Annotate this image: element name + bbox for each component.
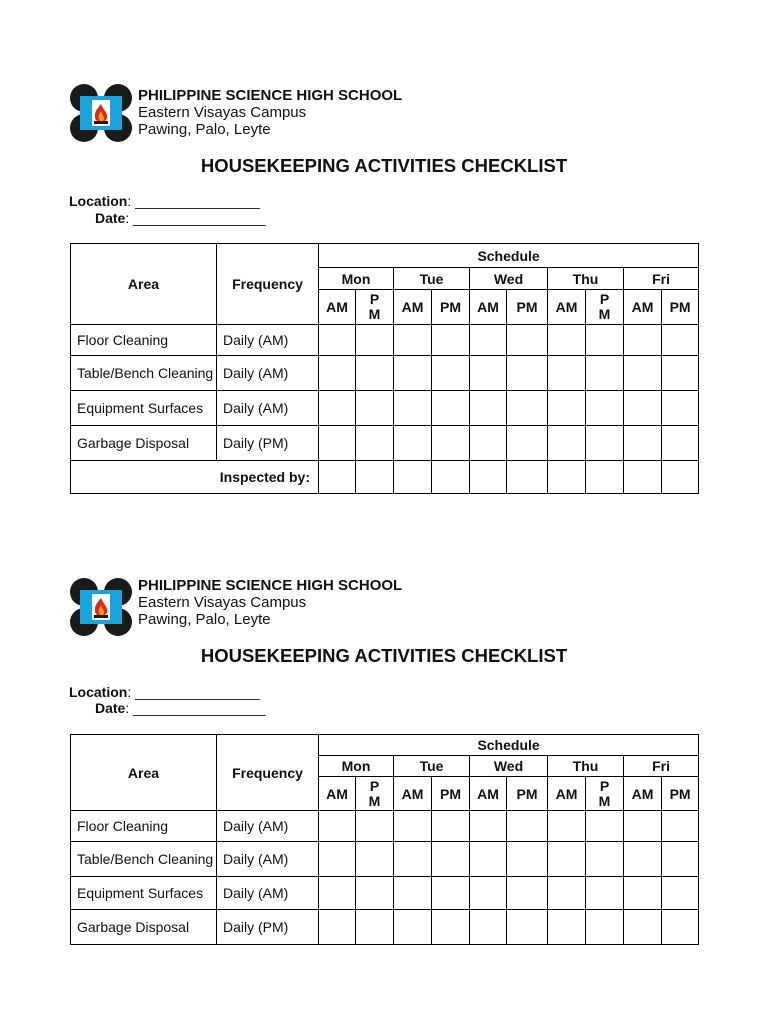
wed-pm-header: PM [507, 290, 548, 325]
check-cell[interactable] [507, 910, 548, 945]
check-cell[interactable] [470, 877, 507, 910]
check-cell[interactable] [432, 426, 470, 461]
table-row [71, 877, 699, 910]
pshs-logo [70, 578, 132, 636]
check-cell[interactable] [507, 461, 548, 494]
check-cell[interactable] [624, 811, 662, 842]
check-cell[interactable] [624, 842, 662, 877]
area-header: Area [71, 735, 217, 811]
check-cell[interactable] [586, 325, 624, 356]
check-cell[interactable] [662, 877, 699, 910]
day-header-tue: Tue [394, 268, 470, 290]
campus-name: Eastern Visayas Campus [138, 594, 307, 611]
school-info [138, 87, 402, 138]
check-cell[interactable] [432, 910, 470, 945]
check-cell[interactable] [470, 461, 507, 494]
campus-address: Pawing, Palo, Leyte [138, 611, 271, 628]
table-row [71, 910, 699, 945]
check-cell[interactable] [662, 325, 699, 356]
mon-am-header: AM [319, 290, 356, 325]
schedule-header: Schedule [319, 735, 699, 756]
wed-am-header: AM [470, 290, 507, 325]
check-cell[interactable] [394, 877, 432, 910]
check-cell[interactable] [394, 461, 432, 494]
check-cell[interactable] [624, 877, 662, 910]
thu-am-header: AM [548, 290, 586, 325]
date-label: Date [95, 210, 126, 226]
frequency-cell: Daily (PM) [217, 910, 319, 945]
location-blank: : ________________ [127, 193, 260, 209]
check-cell[interactable] [319, 426, 356, 461]
area-cell: Floor Cleaning [71, 325, 217, 356]
area-cell: Equipment Surfaces [71, 877, 217, 910]
check-cell[interactable] [662, 356, 699, 391]
check-cell[interactable] [319, 356, 356, 391]
check-cell[interactable] [470, 391, 507, 426]
frequency-cell: Daily (AM) [217, 877, 319, 910]
check-cell[interactable] [356, 356, 394, 391]
check-cell[interactable] [394, 426, 432, 461]
mon-pm-header: P M [356, 290, 394, 325]
day-header-mon: Mon [319, 756, 394, 777]
area-cell: Garbage Disposal [71, 426, 217, 461]
table-row [71, 426, 699, 461]
check-cell[interactable] [356, 426, 394, 461]
check-cell[interactable] [356, 811, 394, 842]
check-cell[interactable] [586, 877, 624, 910]
pshs-logo [70, 84, 132, 142]
check-cell[interactable] [586, 426, 624, 461]
frequency-cell: Daily (AM) [217, 391, 319, 426]
campus-name: Eastern Visayas Campus [138, 104, 307, 121]
check-cell[interactable] [394, 356, 432, 391]
check-cell[interactable] [548, 461, 586, 494]
check-cell[interactable] [586, 391, 624, 426]
frequency-cell: Daily (AM) [217, 811, 319, 842]
check-cell[interactable] [586, 356, 624, 391]
check-cell[interactable] [432, 356, 470, 391]
date-blank: : _________________ [125, 210, 266, 226]
check-cell[interactable] [394, 842, 432, 877]
tue-pm-header: PM [432, 290, 470, 325]
date-field [95, 700, 266, 716]
check-cell[interactable] [507, 325, 548, 356]
check-cell[interactable] [394, 391, 432, 426]
check-cell[interactable] [507, 811, 548, 842]
school-name: PHILIPPINE SCIENCE HIGH SCHOOL [138, 87, 403, 104]
table-row [71, 356, 699, 391]
area-cell: Floor Cleaning [71, 811, 217, 842]
fri-am-header: AM [624, 777, 662, 811]
check-cell[interactable] [662, 842, 699, 877]
check-cell[interactable] [662, 811, 699, 842]
check-cell[interactable] [507, 356, 548, 391]
area-header: Area [71, 244, 217, 325]
area-cell: Equipment Surfaces [71, 391, 217, 426]
check-cell[interactable] [319, 877, 356, 910]
area-cell: Table/Bench Cleaning [71, 842, 217, 877]
check-cell[interactable] [356, 325, 394, 356]
checklist-table [70, 243, 699, 494]
table-row [71, 391, 699, 426]
check-cell[interactable] [432, 391, 470, 426]
check-cell[interactable] [319, 842, 356, 877]
check-cell[interactable] [470, 356, 507, 391]
fri-pm-header: PM [662, 290, 699, 325]
check-cell[interactable] [662, 391, 699, 426]
tue-am-header: AM [394, 777, 432, 811]
check-cell[interactable] [319, 910, 356, 945]
wed-pm-header: PM [507, 777, 548, 811]
location-blank: : ________________ [127, 684, 260, 700]
check-cell[interactable] [319, 391, 356, 426]
thu-am-header: AM [548, 777, 586, 811]
table-row [71, 325, 699, 356]
check-cell[interactable] [548, 877, 586, 910]
fri-pm-header: PM [662, 777, 699, 811]
wed-am-header: AM [470, 777, 507, 811]
check-cell[interactable] [356, 877, 394, 910]
check-cell[interactable] [586, 842, 624, 877]
thu-pm-header: P M [586, 777, 624, 811]
check-cell[interactable] [432, 842, 470, 877]
check-cell[interactable] [586, 811, 624, 842]
check-cell[interactable] [548, 391, 586, 426]
check-cell[interactable] [432, 811, 470, 842]
school-info [138, 577, 402, 628]
check-cell[interactable] [432, 461, 470, 494]
day-header-fri: Fri [624, 756, 699, 777]
checklist-table [70, 734, 699, 945]
check-cell[interactable] [319, 811, 356, 842]
check-cell[interactable] [586, 461, 624, 494]
check-cell[interactable] [319, 461, 356, 494]
checklist-form-1 [0, 0, 768, 500]
area-cell: Table/Bench Cleaning [71, 356, 217, 391]
check-cell[interactable] [624, 391, 662, 426]
check-cell[interactable] [507, 426, 548, 461]
location-field [69, 193, 260, 209]
day-header-wed: Wed [470, 756, 548, 777]
check-cell[interactable] [624, 461, 662, 494]
date-blank: : _________________ [125, 700, 266, 716]
check-cell[interactable] [470, 910, 507, 945]
check-cell[interactable] [548, 356, 586, 391]
check-cell[interactable] [394, 811, 432, 842]
inspected-by-row [71, 461, 699, 494]
frequency-cell: Daily (AM) [217, 325, 319, 356]
check-cell[interactable] [356, 910, 394, 945]
check-cell[interactable] [624, 356, 662, 391]
table-row [71, 811, 699, 842]
check-cell[interactable] [586, 910, 624, 945]
frequency-cell: Daily (AM) [217, 842, 319, 877]
frequency-cell: Daily (AM) [217, 356, 319, 391]
location-label: Location [69, 193, 128, 209]
check-cell[interactable] [507, 877, 548, 910]
school-name: PHILIPPINE SCIENCE HIGH SCHOOL [138, 577, 403, 594]
check-cell[interactable] [470, 842, 507, 877]
day-header-fri: Fri [624, 268, 699, 290]
campus-address: Pawing, Palo, Leyte [138, 121, 271, 138]
date-label: Date [95, 700, 126, 716]
table-row [71, 842, 699, 877]
check-cell[interactable] [470, 426, 507, 461]
area-cell: Garbage Disposal [71, 910, 217, 945]
inspected-by-label: Inspected by: [71, 461, 319, 494]
day-header-thu: Thu [548, 756, 624, 777]
day-header-thu: Thu [548, 268, 624, 290]
check-cell[interactable] [548, 426, 586, 461]
date-field [95, 210, 266, 226]
location-field [69, 684, 260, 700]
mon-am-header: AM [319, 777, 356, 811]
check-cell[interactable] [507, 842, 548, 877]
check-cell[interactable] [624, 325, 662, 356]
check-cell[interactable] [662, 910, 699, 945]
form-title: HOUSEKEEPING ACTIVITIES CHECKLIST [200, 155, 568, 176]
check-cell[interactable] [624, 426, 662, 461]
day-header-wed: Wed [470, 268, 548, 290]
check-cell[interactable] [394, 910, 432, 945]
frequency-header: Frequency [217, 735, 319, 811]
fri-am-header: AM [624, 290, 662, 325]
check-cell[interactable] [394, 325, 432, 356]
check-cell[interactable] [432, 877, 470, 910]
thu-pm-header: P M [586, 290, 624, 325]
check-cell[interactable] [548, 811, 586, 842]
check-cell[interactable] [624, 910, 662, 945]
check-cell[interactable] [548, 325, 586, 356]
frequency-cell: Daily (PM) [217, 426, 319, 461]
tue-pm-header: PM [432, 777, 470, 811]
schedule-header: Schedule [319, 244, 699, 268]
form-title: HOUSEKEEPING ACTIVITIES CHECKLIST [200, 645, 568, 666]
day-header-mon: Mon [319, 268, 394, 290]
day-header-tue: Tue [394, 756, 470, 777]
location-label: Location [69, 684, 128, 700]
check-cell[interactable] [548, 842, 586, 877]
check-cell[interactable] [356, 391, 394, 426]
check-cell[interactable] [507, 391, 548, 426]
frequency-header: Frequency [217, 244, 319, 325]
check-cell[interactable] [662, 461, 699, 494]
check-cell[interactable] [356, 842, 394, 877]
check-cell[interactable] [470, 325, 507, 356]
check-cell[interactable] [662, 426, 699, 461]
check-cell[interactable] [470, 811, 507, 842]
mon-pm-header: P M [356, 777, 394, 811]
check-cell[interactable] [356, 461, 394, 494]
check-cell[interactable] [319, 325, 356, 356]
check-cell[interactable] [548, 910, 586, 945]
check-cell[interactable] [432, 325, 470, 356]
tue-am-header: AM [394, 290, 432, 325]
